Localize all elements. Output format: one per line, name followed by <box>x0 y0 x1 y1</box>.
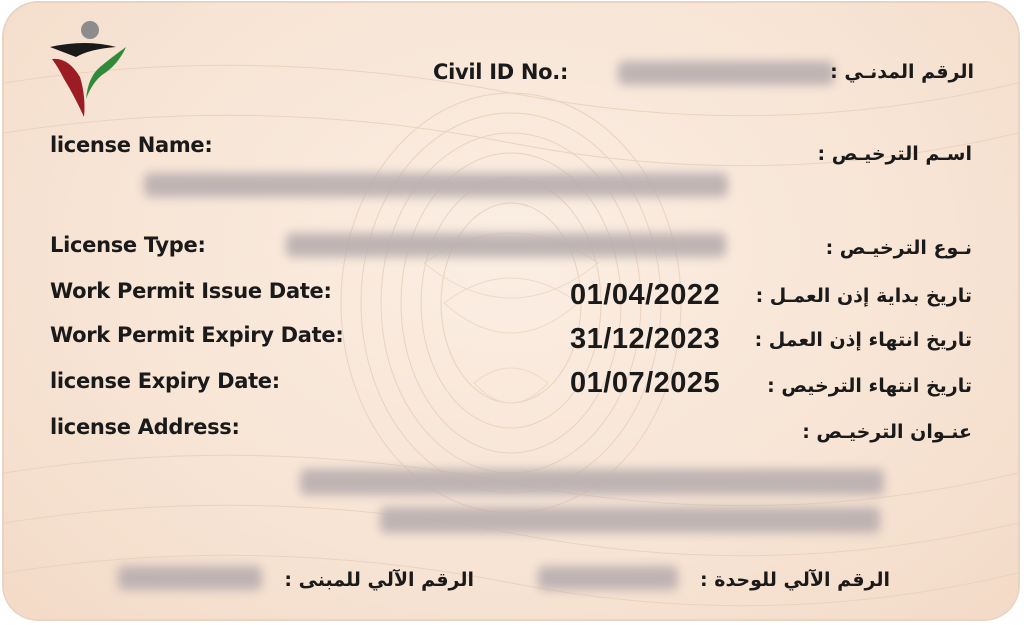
permit-expiry-label-ar: تاريخ انتهاء إذن العمل : <box>754 329 972 351</box>
address-line-1-redacted <box>300 469 884 495</box>
permit-expiry-value: 31/12/2023 <box>570 323 721 355</box>
person-emblem-icon <box>46 17 136 127</box>
civil-id-label-en: Civil ID No.: <box>433 60 569 84</box>
license-type-label-ar: نـوع الترخيـص : <box>825 237 972 259</box>
address-line-2-redacted <box>380 507 880 533</box>
license-name-value-redacted <box>144 173 728 197</box>
license-expiry-label-en: license Expiry Date: <box>50 369 280 393</box>
building-auto-number-redacted <box>118 566 262 590</box>
address-label-ar: عنـوان الترخيـص : <box>802 421 972 443</box>
license-name-label-en: license Name: <box>50 133 213 157</box>
license-type-value-redacted <box>286 233 726 257</box>
building-auto-number-label-ar: الرقم الآلي للمبنى : <box>284 569 474 591</box>
issue-date-value: 01/04/2022 <box>570 279 721 311</box>
civil-id-label-ar: الرقم المدنـي : <box>830 61 974 83</box>
issue-date-label-ar: تاريخ بداية إذن العمـل : <box>755 285 972 307</box>
address-label-en: license Address: <box>50 415 240 439</box>
license-type-label-en: License Type: <box>50 233 206 257</box>
permit-expiry-label-en: Work Permit Expiry Date: <box>50 323 344 347</box>
license-card <box>4 3 1018 619</box>
license-name-label-ar: اسـم الترخيـص : <box>817 143 972 165</box>
license-expiry-value: 01/07/2025 <box>570 367 721 399</box>
unit-auto-number-redacted <box>538 566 678 590</box>
license-expiry-label-ar: تاريخ انتهاء الترخيص : <box>767 375 972 397</box>
unit-auto-number-label-ar: الرقم الآلي للوحدة : <box>700 569 890 591</box>
issue-date-label-en: Work Permit Issue Date: <box>50 279 332 303</box>
civil-id-value-redacted <box>618 61 834 85</box>
